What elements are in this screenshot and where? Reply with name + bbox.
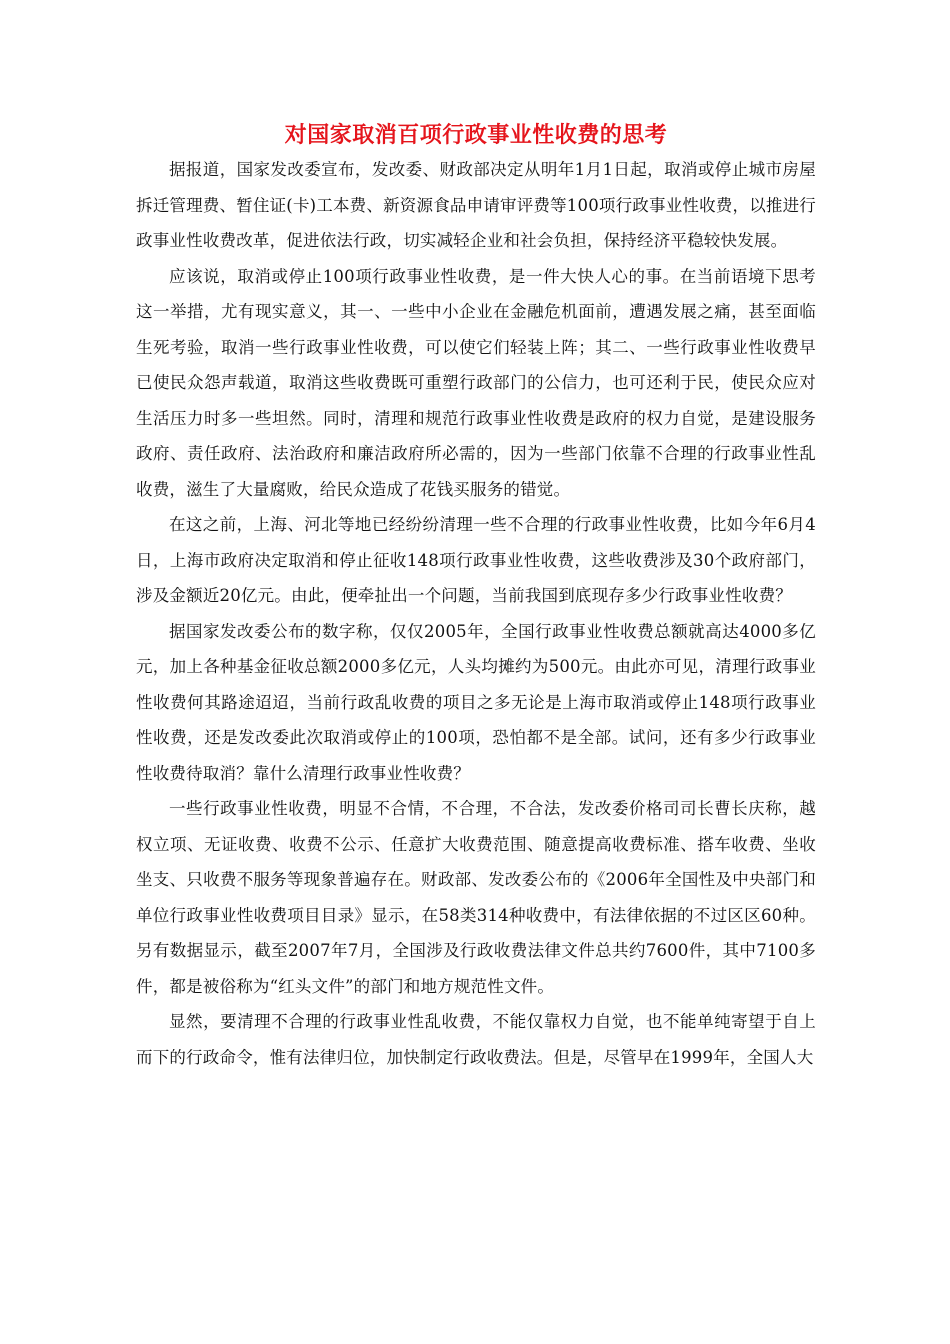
paragraph-3: 在这之前，上海、河北等地已经纷纷清理一些不合理的行政事业性收费，比如今年6月4日，上海市政府决定取消和停止征收148项行政事业性收费，这些收费涉及30个政府部门，涉及金额近20亿元。由此，便牵扯出一个问题，当前我国到底现存多少行政事业性收费？ — [136, 515, 816, 605]
paragraph-2: 应该说，取消或停止100项行政事业性收费，是一件大快人心的事。在当前语境下思考这一举措，尤有现实意义，其一、一些中小企业在金融危机面前，遭遇发展之痛，甚至面临生死考验，取消一些行政事业性收费，可以使它们轻装上阵；其二、一些行政事业性收费早已使民众怨声载道，取消这些收费既可重塑行政部门的公信力，也可还利于民，使民众应对生活压力时多一些坦然。同时，清理和规范行政事业性收费是政府的权力自觉，是建设服务政府、责任政府、法治政府和廉洁政府所必需的，因为一些部门依靠不合理的行政事业性乱收费，滋生了大量腐败，给民众造成了花钱买服务的错觉。 — [136, 266, 816, 499]
document-title: 对国家取消百项行政事业性收费的思考 — [284, 122, 668, 148]
paragraph-4: 据国家发改委公布的数字称，仅仅2005年，全国行政事业性收费总额就高达4000多亿元，加上各种基金征收总额2000多亿元，人头均摊约为500元。由此亦可见，清理行政事业性收费何其路途迢迢，当前行政乱收费的项目之多无论是上海市取消或停止148项行政事业性收费，还是发改委此次取消或停止的100项，恐怕都不是全部。试问，还有多少行政事业性收费待取消？靠什么清理行政事业性收费？ — [136, 621, 816, 783]
paragraph-1: 据报道，国家发改委宣布，发改委、财政部决定从明年1月1日起，取消或停止城市房屋拆迁管理费、暂住证(卡)工本费、新资源食品申请审评费等100项行政事业性收费，以推进行政事业性收费改革，促进依法行政，切实减轻企业和社会负担，保持经济平稳较快发展。 — [136, 160, 816, 250]
document-body — [136, 118, 816, 1075]
paragraph-5: 一些行政事业性收费，明显不合情，不合理，不合法，发改委价格司司长曹长庆称，越权立项、无证收费、收费不公示、任意扩大收费范围、随意提高收费标准、搭车收费、坐收坐支、只收费不服务等现象普遍存在。财政部、发改委公布的《2006年全国性及中央部门和单位行政事业性收费项目目录》显示，在58类314种收费中，有法律依据的不过区区60种。另有数据显示，截至2007年7月，全国涉及行政收费法律文件总共约7600件，其中7100多件，都是被俗称为“红头文件”的部门和地方规范性文件。 — [136, 799, 816, 996]
paragraph-6: 显然，要清理不合理的行政事业性乱收费，不能仅靠权力自觉，也不能单纯寄望于自上而下的行政命令，惟有法律归位，加快制定行政收费法。但是，尽管早在1999年，全国人大 — [136, 1012, 816, 1067]
